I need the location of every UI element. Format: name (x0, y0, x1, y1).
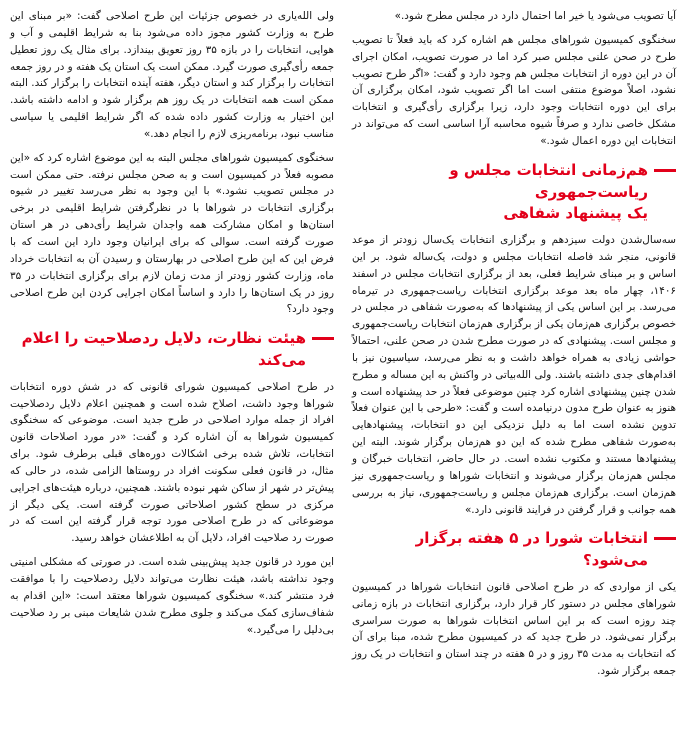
right-column (10, 8, 334, 638)
paragraph: آیا تصویب می‌شود یا خیر اما احتمال دارد در مجلس مطرح شود.» (394, 10, 676, 22)
section-headline-validation (10, 328, 334, 372)
headline-text (352, 160, 648, 225)
section-headline-five-weeks (352, 528, 676, 572)
two-column-layout (10, 8, 683, 731)
headline-text: انتخابات شورا در ۵ هفته برگزار می‌شود؟ (415, 529, 648, 570)
headline-text: هیئت نظارت، دلایل ردصلاحیت را اعلام می‌کند (21, 329, 306, 369)
headline-rule-icon (654, 537, 676, 540)
paragraph: سخنگوی کمیسیون شوراهای مجلس هم اشاره کرد که باید فعلاً تا تصویب طرح در صحن علنی مجلس صبر کرد اما در صورت تصویب، امکان اجرای آن در این دوره از انتخابات مجلس هم وجود دارد و گفت: «اگر طرح تصویب نشود، اصلاً موضوع منتفی است اما اگر تصویب شود، امکان برگزاری آن برای این دوره انتخابات وجود دارد، زیرا برگزاری رأی‌گیری و انتخابات مشکل خاصی ندارد و صرفاً شیوه محاسبه آرا اساسی است که می‌تواند در انتخابات این دوره اعمال شود.» (352, 33, 676, 147)
paragraph: یکی از مواردی که در طرح اصلاحی قانون انتخابات شوراها در کمیسیون شوراهای مجلس در دستور کار قرار دارد، برگزاری انتخابات در بازه زمانی چند روزه است که بر این اساس انتخابات شوراها به صورت سراسری برگزار نمی‌شود. در طرح جدید که در کمیسیون مطرح شده، مبنا برای آن که انتخابات به مدت ۳۵ روز و در ۵ هفته در چند استان و انتخابات در یک روز جمعه برگزار شود. (352, 580, 677, 678)
headline-rule-icon (654, 169, 676, 172)
paragraph: سه‌سال‌شدن دولت سیزدهم و برگزاری انتخابات یک‌سال زودتر از موعد قانونی، منجر شد فاصله انتخابات مجلس و دولت، یک‌ساله شود. بر این اساس و بر مبنای شرایط فعلی، بعد از برگزاری انتخابات مجلس در اسفند ۱۴۰۶، چهار ماه بعد موعد برگزاری انتخابات ریاست‌جمهوری در تیرماه می‌رسد. بر این اساس یکی از پیشنهادها که به‌صورت شفاهی در مجلس در خصوص برگزاری هم‌زمان یکی از برگزاری هم‌زمان انتخابات ریاست‌جمهوری و مجلس است. پیشنهادی که در صورت مطرح شدن در صحن علنی، احتمالاً حواشی زیادی به همراه خواهد داشت و به نظر می‌رسد، سیاسیون نیز با اقدام‌های جدی داشته باشند. ولی الله‌بیاتی در واکنش به این مساله و مطرح شدن چنین پیشنهادی اشاره کرد چنین موضوعی فعلاً در حد پیشنهاده است و هنوز به عنوان طرح مدون درنیامده است و گفت: «طرحی با این عنوان فعلاً تدوین نشده است اما به دلیل نزدیکی این دو انتخابات، پیشنهادهایی به‌صورت شفاهی مطرح شده که این دو هم‌زمان برگزار شوند. البته این پیشنهادها مستند و مکتوب نشده است. در حال حاضر، انتخابات خبرگان و مجلس هم‌زمان برگزار می‌شوند و انتخابات شوراها و ریاست‌جمهوری نیز هم‌زمان است. برگزاری هم‌زمان مجلس و ریاست‌جمهوری، نیاز به بررسی همه جوانب و قرار گرفتن در فرایند قانونی دارد.» (352, 234, 676, 516)
headline-rule-icon (312, 337, 334, 340)
left-column (352, 8, 676, 680)
headline-line-2: یک پیشنهاد شفاهی (503, 204, 648, 223)
paragraph: در طرح اصلاحی کمیسیون شورای قانونی که در شش دوره انتخابات شوراها وجود داشت، اصلاح شده است و همچنین اعلام دلایل ردصلاحیت افراد از جمله موارد اصلاحی در طرح جدید است. موضوعی که سخنگوی کمیسیون شوراها به آن اشاره کرد و گفت: «در مورد اصلاحات قانون انتخابات، تلاش شده برخی اشکالات دوره‌های قبلی برطرف شود. برای مثال، در قانون فعلی سکونت افراد در روستاها الزامی شده، در حالی که پیش‌تر در شهر از ساکن شهر نبوده باشند. همچنین، درباره هیئت‌های اجرایی مرکزی در سطح کشور اصلاحاتی صورت گرفته است. یکی دیگر از موضوعاتی که در طرح اصلاحی مورد توجه قرار گرفته این است که در صورت رد صلاحیت افراد، دلایل آن به اطلاعشان خواهد رسید. (10, 380, 334, 545)
paragraph: ولی الله‌یاری در خصوص جزئیات این طرح اصلاحی گفت: «بر مبنای این طرح به وزارت کشور مجوز داده می‌شود بنا به شرایط اقلیمی و آب و هوایی، انتخابات را در بازه ۳۵ روز تعویق بیندازد. برای مثال یک روز تعطیل جمعه رأی‌گیری صورت گیرد. ممکن است یک استان یک هفته و در روز جمعه انتخابات را برگزار کند و استان دیگر، هفته آینده انتخابات را برگزار کند. البته ممکن است همه انتخابات در یک روز هم برگزار شود و ادامه داشته باشد. این اختیار به وزارت کشور داده شده که اگر شرایط اقلیمی یا سیاسی مناسب نبود، برنامه‌ریزی لازم را انجام دهد.» (10, 10, 334, 140)
headline-line-1: هم‌زمانی انتخابات مجلس و ریاست‌جمهوری (449, 160, 648, 201)
section-headline-simultaneous-elections (352, 160, 676, 225)
paragraph: این مورد در قانون جدید پیش‌بینی شده است. در صورتی که مشکلی امنیتی وجود نداشته باشد، هیئت نظارت می‌تواند دلایل ردصلاحیت را با موافقت فرد منتشر کند.» سخنگوی کمیسیون شوراها معتقد است: «این اقدام به شفاف‌سازی کمک می‌کند و جلوی مطرح شدن شایعات مبنی بر رد صلاحیت بی‌دلیل را می‌گیرد.» (10, 556, 334, 636)
paragraph: سخنگوی کمیسیون شوراهای مجلس البته به این موضوع اشاره کرد که «این مصوبه فعلاً در کمیسیون است و به صحن مجلس نرفته. حتی ممکن است در مجلس تصویب نشود.» با این وجود به نظر می‌رسد تغییر در شیوه برگزاری انتخابات در شوراها با در نظرگرفتن شرایط اقلیمی در برخی استان‌ها و امکان مشارکت همه واجدان شرایط رأی‌دهی در هر استان صورت گرفته است. سوالی که برای ایرانیان وجود دارد این است که با فرض این که این طرح اصلاحی در بهارستان و رسیدن آن به انتخابات خرداد ماه، وزارت کشور زودتر از مدت زمان لازم برای برگزاری انتخابات در ۳۵ روز در یک استان‌ها را دارد و اساساً امکان اجرایی کردن این طرح اصلاحی وجود دارد؟ (10, 151, 334, 316)
